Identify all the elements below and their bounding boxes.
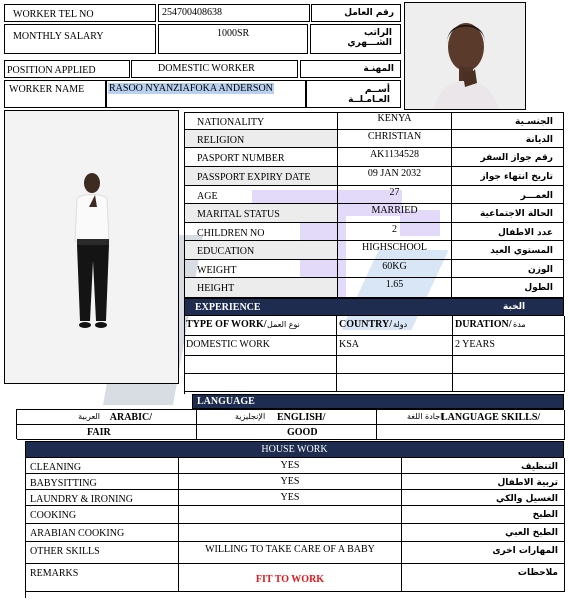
detail-label: EDUCATION [197, 246, 255, 257]
name-value[interactable]: RASOO NYANZIAFOKA ANDERSON [109, 83, 273, 94]
detail-label: PASSPORT EXPIRY DATE [197, 172, 311, 183]
position-arabic: المهنـة [363, 64, 394, 74]
house-work-value-cell [179, 542, 402, 564]
detail-value: MARRIED [371, 205, 418, 216]
house-work-label: COOKING [30, 510, 77, 521]
experience-header [184, 298, 564, 316]
detail-value: 60KG [382, 261, 407, 272]
detail-arabic: الجنسـية [515, 117, 553, 127]
exp-empty-cell [337, 374, 453, 392]
house-work-value-cell [179, 474, 402, 490]
salary-arabic-cell [310, 24, 401, 54]
house-work-value-cell [179, 564, 402, 592]
detail-arabic-cell [452, 186, 564, 204]
worker-tel-label: WORKER TEL NO [13, 9, 94, 20]
house-work-table [25, 458, 564, 598]
name-arabic-cell [306, 80, 401, 108]
house-work-title: HOUSE WORK [261, 444, 328, 455]
exp-col-country-ar: دولة [393, 320, 408, 329]
lang-english-label-ar: الإنجليزية [235, 412, 266, 421]
detail-value: 27 [389, 187, 400, 198]
detail-label: AGE [197, 191, 218, 202]
portrait-photo [404, 2, 526, 110]
house-work-value-cell [179, 490, 402, 506]
salary-label-cell [4, 24, 156, 54]
exp-empty-cell [185, 356, 337, 374]
lang-skills-label-ar: اجادة اللغة [407, 412, 443, 421]
detail-label-cell [184, 204, 338, 223]
detail-value-cell [338, 148, 452, 167]
house-work-label-cell [26, 506, 179, 524]
detail-label-cell [184, 148, 338, 167]
position-label-cell [4, 60, 130, 78]
house-work-value-cell [179, 458, 402, 474]
salary-value-cell [158, 24, 308, 54]
house-work-label: BABYSITTING [30, 478, 97, 489]
house-work-label-cell [26, 490, 179, 506]
detail-label-cell [184, 167, 338, 186]
detail-arabic: العمـــر [520, 191, 553, 201]
detail-value: KENYA [377, 113, 412, 124]
house-work-label: OTHER SKILLS [30, 546, 100, 557]
detail-value-cell [338, 241, 452, 260]
experience-title-arabic: الخبة [503, 302, 526, 312]
salary-arabic: الراتب الشـــهري [347, 28, 392, 48]
house-work-value: YES [280, 460, 300, 471]
detail-label: MARITAL STATUS [197, 209, 280, 220]
worker-tel-arabic-cell [311, 4, 401, 22]
house-work-label-cell [26, 542, 179, 564]
house-work-label: ARABIAN COOKING [30, 528, 125, 539]
position-arabic-cell [300, 60, 401, 78]
detail-label: WEIGHT [197, 265, 237, 276]
house-work-label-cell [26, 474, 179, 490]
detail-label: PASPORT NUMBER [197, 153, 285, 164]
exp-col-type: TYPE OF WORK/ [186, 319, 267, 330]
detail-arabic: الوزن [528, 265, 553, 275]
house-work-label-cell [26, 524, 179, 542]
detail-label: RELIGION [197, 135, 245, 146]
lang-arabic-level: FAIR [87, 427, 111, 438]
detail-label: CHILDREN NO [197, 228, 265, 239]
detail-value-cell [338, 186, 452, 204]
detail-value-cell [338, 204, 452, 223]
remarks-value: FIT TO WORK [255, 574, 325, 585]
detail-arabic: المستوي العيد [490, 246, 553, 256]
house-work-arabic-cell [402, 506, 565, 524]
exp-empty-cell [337, 356, 453, 374]
detail-arabic-cell [452, 148, 564, 167]
detail-value: HIGHSCHOOL [362, 242, 427, 253]
house-work-header [25, 441, 564, 458]
house-work-arabic: الغسيل والكي [496, 494, 558, 504]
name-label: WORKER NAME [9, 84, 85, 95]
detail-arabic-cell [452, 167, 564, 186]
detail-arabic-cell [452, 112, 564, 130]
detail-value-cell [338, 278, 452, 298]
worker-tel-label-cell [4, 4, 156, 22]
house-work-arabic-cell [402, 564, 565, 592]
full-body-photo [4, 110, 179, 384]
exp-col-duration: DURATION/ [455, 319, 512, 330]
experience-table [184, 316, 564, 394]
detail-value-cell [338, 112, 452, 130]
exp-empty-cell [185, 374, 337, 392]
house-work-arabic: الطبخ العبي [505, 528, 558, 538]
detail-value: 2 [392, 224, 397, 235]
detail-arabic-cell [452, 223, 564, 241]
language-table [16, 409, 564, 439]
position-label: POSITION APPLIED [7, 65, 96, 76]
lang-english-level: GOOD [287, 427, 318, 438]
exp-col-type-ar: نوع العمل [267, 320, 300, 329]
lang-skills-label: LANGUAGE SKILLS/ [441, 412, 541, 423]
name-label-cell [4, 80, 106, 108]
name-value-cell [106, 80, 306, 108]
detail-label-cell [184, 223, 338, 241]
exp-row-type: DOMESTIC WORK [186, 339, 270, 350]
exp-empty-cell [453, 374, 565, 392]
house-work-label: REMARKS [30, 568, 79, 579]
detail-label-cell [184, 130, 338, 148]
experience-title: EXPERIENCE [195, 302, 261, 313]
house-work-label-cell [26, 564, 179, 592]
detail-arabic-cell [452, 204, 564, 223]
salary-label: MONTHLY SALARY [13, 31, 104, 42]
detail-value: 09 JAN 2032 [367, 168, 422, 179]
detail-arabic: تاريخ انتهاء جواز [480, 172, 553, 182]
worker-tel-value: 254700408638 [162, 7, 222, 18]
detail-arabic: الديانة [525, 135, 553, 145]
salary-value: 1000SR [217, 28, 250, 39]
detail-arabic: رقم جواز السفر [480, 153, 553, 163]
house-work-label: LAUNDRY & IRONING [30, 494, 133, 505]
house-work-arabic: التنظيف [521, 462, 558, 472]
detail-label-cell [184, 186, 338, 204]
position-value: DOMESTIC WORKER [158, 63, 255, 74]
detail-value: CHRISTIAN [367, 131, 422, 142]
detail-value-cell [338, 223, 452, 241]
house-work-arabic-cell [402, 490, 565, 506]
lang-arabic-label-ar: العربية [78, 412, 100, 421]
detail-arabic-cell [452, 130, 564, 148]
detail-value-cell [338, 260, 452, 278]
lang-english-label: ENGLISH/ [277, 412, 326, 423]
house-work-arabic-cell [402, 542, 565, 564]
house-work-arabic: ملاحظات [517, 568, 558, 578]
house-work-label: CLEANING [30, 462, 82, 473]
detail-arabic: الحالة الاجتماعية [480, 209, 553, 219]
exp-col-country: COUNTRY/ [339, 319, 392, 330]
detail-label-cell [184, 241, 338, 260]
house-work-arabic: تربية الاطفال [497, 478, 558, 488]
detail-value-cell [338, 130, 452, 148]
exp-empty-cell [453, 356, 565, 374]
detail-label-cell [184, 260, 338, 278]
detail-arabic-cell [452, 260, 564, 278]
house-work-value: YES [280, 492, 300, 503]
detail-value-cell [338, 167, 452, 186]
language-title: LANGUAGE [197, 396, 255, 407]
detail-label-cell [184, 112, 338, 130]
detail-arabic: عدد الاطفال [497, 228, 553, 238]
worker-tel-arabic: رقم العامل [344, 8, 394, 18]
house-work-value-cell [179, 506, 402, 524]
name-arabic: أســم العـامـلــة [348, 85, 390, 105]
exp-row-duration: 2 YEARS [455, 339, 495, 350]
detail-arabic: الطول [524, 283, 553, 293]
house-work-value: YES [280, 476, 300, 487]
detail-arabic-cell [452, 241, 564, 260]
detail-label-cell [184, 278, 338, 298]
detail-label: HEIGHT [197, 283, 235, 294]
detail-label: NATIONALITY [197, 117, 265, 128]
detail-value: 1.65 [385, 279, 404, 290]
language-header [192, 394, 564, 409]
lang-arabic-label: ARABIC/ [109, 412, 152, 423]
worker-tel-value-cell [158, 4, 310, 22]
position-value-cell [131, 60, 298, 78]
house-work-value: WILLING TO TAKE CARE OF A BABY [205, 544, 375, 555]
house-work-label-cell [26, 458, 179, 474]
detail-value: AK1134528 [369, 149, 420, 160]
exp-col-duration-ar: مدة [513, 320, 526, 329]
detail-arabic-cell [452, 278, 564, 298]
house-work-arabic-cell [402, 458, 565, 474]
lang-skills-empty [377, 425, 565, 440]
house-work-value-cell [179, 524, 402, 542]
exp-row-country: KSA [339, 339, 360, 350]
house-work-arabic-cell [402, 524, 565, 542]
house-work-arabic: الطبخ [532, 510, 558, 520]
house-work-arabic-cell [402, 474, 565, 490]
house-work-arabic: المهارات اخرى [492, 546, 558, 556]
